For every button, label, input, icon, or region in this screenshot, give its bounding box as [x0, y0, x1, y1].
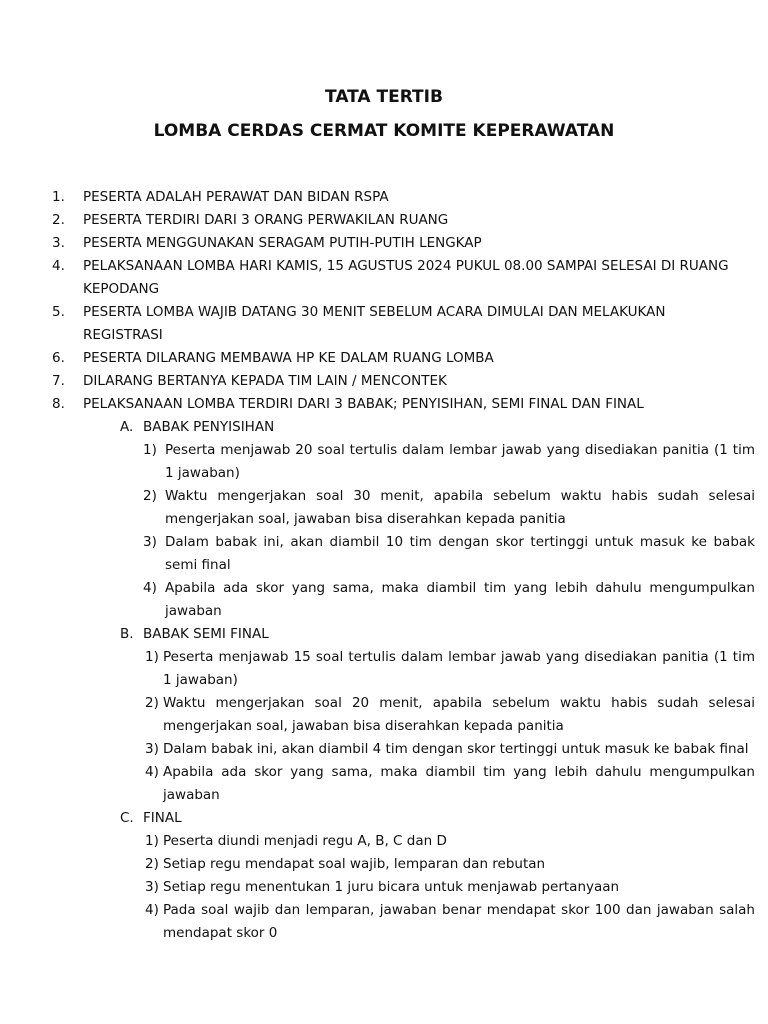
sub-item-text: Peserta menjawab 15 soal tertulis dalam lembar jawab yang disediakan panitia (1 tim 1 jawaban)	[163, 649, 755, 688]
sub-item	[0, 646, 768, 692]
sub-item-text: Pada soal wajib dan lemparan, jawaban benar mendapat skor 100 dan jawaban salah mendapat skor 0	[163, 902, 755, 941]
sub-item-text: Dalam babak ini, akan diambil 4 tim dengan skor tertinggi untuk masuk ke babak final	[163, 741, 749, 757]
rule-item	[0, 301, 768, 347]
rule-text: PESERTA MENGGUNAKAN SERAGAM PUTIH-PUTIH LENGKAP	[83, 235, 482, 251]
section-letter: C.	[120, 810, 134, 826]
rule-text: PESERTA ADALAH PERAWAT DAN BIDAN RSPA	[83, 189, 389, 205]
rule-text: DILARANG BERTANYA KEPADA TIM LAIN / MENCONTEK	[83, 373, 447, 389]
sub-item-text: Apabila ada skor yang sama, maka diambil tim yang lebih dahulu mengumpulkan jawaban	[163, 764, 755, 803]
sub-item-text: Peserta diundi menjadi regu A, B, C dan D	[163, 833, 447, 849]
sub-item-number: 3)	[143, 534, 157, 550]
rule-item	[0, 255, 768, 301]
section-items-semi-final	[0, 646, 768, 807]
section-heading-semi-final	[0, 623, 768, 646]
sub-item	[0, 830, 768, 853]
sub-item	[0, 853, 768, 876]
sub-item	[0, 738, 768, 761]
sub-item-text: Setiap regu menentukan 1 juru bicara untuk menjawab pertanyaan	[163, 879, 620, 895]
sub-item-text: Peserta menjawab 20 soal tertulis dalam lembar jawab yang disediakan panitia (1 tim 1 jawaban)	[165, 442, 755, 481]
rule-number: 7.	[52, 373, 65, 389]
rule-item	[0, 370, 768, 393]
sub-item-number: 3)	[145, 741, 159, 757]
sub-item-number: 3)	[145, 879, 159, 895]
section-items-final	[0, 830, 768, 945]
rule-item	[0, 209, 768, 232]
section-label: BABAK SEMI FINAL	[143, 626, 269, 642]
sub-item	[0, 692, 768, 738]
rules-list	[0, 186, 768, 945]
sub-item	[0, 577, 768, 623]
sub-item-number: 4)	[145, 764, 159, 780]
rule-number: 3.	[52, 235, 65, 251]
sub-item-text: Dalam babak ini, akan diambil 10 tim dengan skor tertinggi untuk masuk ke babak semi final	[165, 534, 755, 573]
sub-item-text: Waktu mengerjakan soal 30 menit, apabila sebelum waktu habis sudah selesai mengerjakan soal, jawaban bisa diserahkan kepada panitia	[165, 488, 755, 527]
section-items-penyisihan	[0, 439, 768, 623]
section-label: BABAK PENYISIHAN	[143, 419, 275, 435]
sub-item-number: 4)	[145, 902, 159, 918]
rule-text: PESERTA LOMBA WAJIB DATANG 30 MENIT SEBELUM ACARA DIMULAI DAN MELAKUKAN REGISTRASI	[83, 304, 666, 343]
rule-text: PELAKSANAAN LOMBA HARI KAMIS, 15 AGUSTUS 2024 PUKUL 08.00 SAMPAI SELESAI DI RUANG KEPODANG	[83, 258, 729, 297]
sub-item-number: 1)	[143, 442, 157, 458]
rule-item	[0, 232, 768, 255]
rule-text: PESERTA DILARANG MEMBAWA HP KE DALAM RUANG LOMBA	[83, 350, 494, 366]
rule-text: PESERTA TERDIRI DARI 3 ORANG PERWAKILAN RUANG	[83, 212, 449, 228]
rule-number: 6.	[52, 350, 65, 366]
section-letter: A.	[120, 419, 134, 435]
sub-item-number: 1)	[145, 649, 159, 665]
section-heading-penyisihan	[0, 416, 768, 439]
sub-item-number: 2)	[145, 856, 159, 872]
section-letter: B.	[120, 626, 134, 642]
rule-number: 5.	[52, 304, 65, 320]
section-label: FINAL	[143, 810, 182, 826]
sub-item-number: 2)	[145, 695, 159, 711]
rule-number: 2.	[52, 212, 65, 228]
section-heading-final	[0, 807, 768, 830]
sub-item-text: Setiap regu mendapat soal wajib, lemparan dan rebutan	[163, 856, 546, 872]
sub-item-number: 1)	[145, 833, 159, 849]
rule-item	[0, 347, 768, 370]
sub-item	[0, 531, 768, 577]
sub-item	[0, 485, 768, 531]
sub-item-text: Apabila ada skor yang sama, maka diambil tim yang lebih dahulu mengumpulkan jawaban	[165, 580, 755, 619]
rule-text: PELAKSANAAN LOMBA TERDIRI DARI 3 BABAK; PENYISIHAN, SEMI FINAL DAN FINAL	[83, 396, 644, 412]
rule-item	[0, 186, 768, 209]
sub-item	[0, 761, 768, 807]
sub-item	[0, 439, 768, 485]
rule-number: 8.	[52, 396, 65, 412]
sub-item	[0, 899, 768, 945]
sub-item	[0, 876, 768, 899]
document-title: TATA TERTIB	[325, 87, 443, 107]
rule-number: 1.	[52, 189, 65, 205]
sub-item-number: 4)	[143, 580, 157, 596]
sub-item-number: 2)	[143, 488, 157, 504]
sub-item-text: Waktu mengerjakan soal 20 menit, apabila sebelum waktu habis sudah selesai mengerjakan soal, jawaban bisa diserahkan kepada panitia	[163, 695, 755, 734]
rule-item	[0, 393, 768, 416]
document-subtitle: LOMBA CERDAS CERMAT KOMITE KEPERAWATAN	[153, 121, 615, 141]
rule-number: 4.	[52, 258, 65, 274]
